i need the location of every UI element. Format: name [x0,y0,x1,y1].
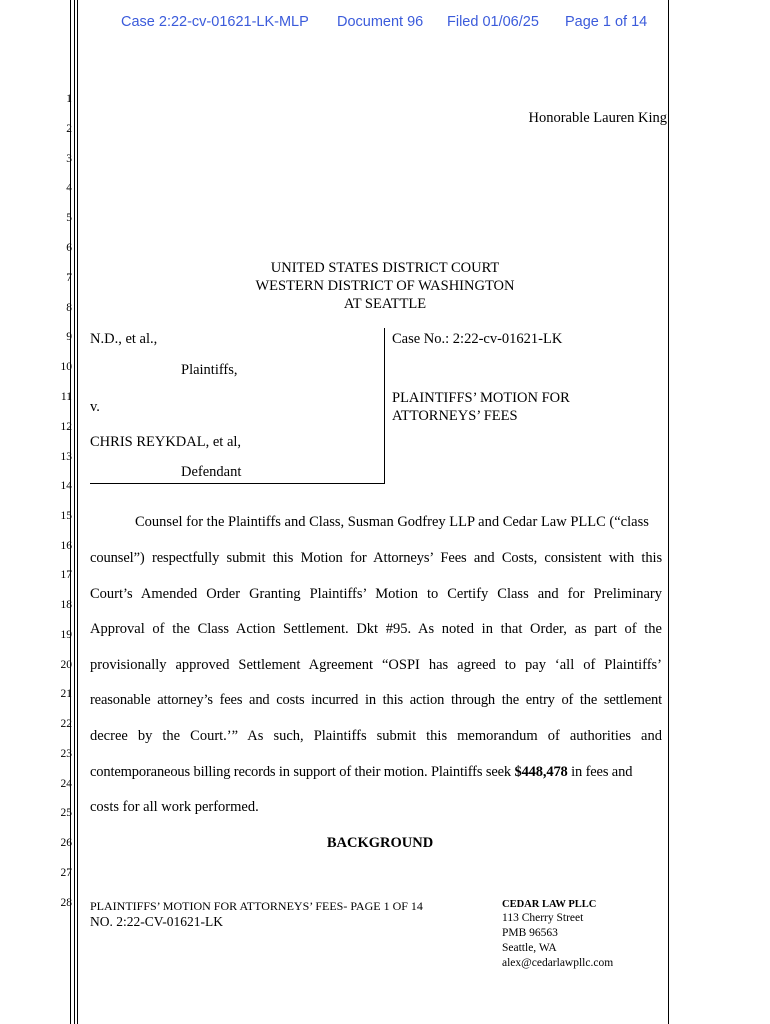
line-number: 10 [60,361,72,373]
line-number: 2 [66,123,72,135]
line-number: 13 [60,451,72,463]
body-line-6: reasonable attorney’s fees and costs incurred in this action through the entry of the settlement [90,692,662,708]
line-number: 24 [60,778,72,790]
body-line-2: counsel”) respectfully submit this Motion for Attorneys’ Fees and Costs, consistent with this [90,550,662,566]
line-number: 25 [60,807,72,819]
body-line-1: Counsel for the Plaintiffs and Class, Susman Godfrey LLP and Cedar Law PLLC (“class [135,514,649,530]
line-number: 22 [60,718,72,730]
line-number: 14 [60,480,72,492]
body-line-9: costs for all work performed. [90,799,259,815]
line-number: 6 [66,242,72,254]
footer-email: alex@cedarlawpllc.com [502,957,614,969]
body-line-5: provisionally approved Settlement Agreement “OSPI has agreed to pay ‘all of Plaintiffs’ [90,657,662,673]
left-margin-rule-third [77,0,78,1024]
line-number: 18 [60,599,72,611]
court-district: WESTERN DISTRICT OF WASHINGTON [255,278,515,294]
footer-case-number: NO. 2:22-CV-01621-LK [90,914,223,929]
caption-versus: v. [90,399,100,415]
line-number: 19 [60,629,72,641]
court-name: UNITED STATES DISTRICT COURT [270,260,500,276]
line-number: 20 [60,659,72,671]
line-number: 3 [66,153,72,165]
header-page-count: Page 1 of 14 [565,14,648,30]
caption-divider [384,328,385,484]
footer-title: PLAINTIFFS’ MOTION FOR ATTORNEYS’ FEES- PAGE 1 OF 14 [90,899,423,913]
body-line-7: decree by the Court.’” As such, Plaintiffs submit this memorandum of authorities and [90,728,662,744]
motion-title-line2: ATTORNEYS’ FEES [392,408,518,424]
header-document-number: Document 96 [337,14,424,30]
caption-defendant: CHRIS REYKDAL, et al, [90,434,242,450]
footer-address-city: Seattle, WA [502,942,557,954]
header-filed-date: Filed 01/06/25 [447,14,539,30]
judge-name: Honorable Lauren King [528,110,667,126]
court-location: AT SEATTLE [343,296,427,312]
footer-address-street: 113 Cherry Street [502,912,584,924]
line-number: 23 [60,748,72,760]
caption-plaintiff: N.D., et al., [90,331,158,347]
caption-plaintiff-role: Plaintiffs, [181,362,238,378]
line-number: 28 [60,897,72,909]
line-number: 17 [60,569,72,581]
header-case-number: Case 2:22-cv-01621-LK-MLP [121,14,309,30]
caption-defendant-role: Defendant [181,464,242,480]
line-number: 12 [60,421,72,433]
fee-amount: $448,478 [514,764,568,780]
left-margin-rule-inner [74,0,75,1024]
line-number: 27 [60,867,72,879]
line-number: 8 [66,302,72,314]
line-number: 16 [60,540,72,552]
line-number: 21 [60,688,72,700]
line-number: 26 [60,837,72,849]
line-number: 1 [66,93,72,105]
body-line-8 [90,764,662,781]
line-number: 4 [66,182,72,194]
line-number: 9 [66,331,72,343]
body-line-8-text: contemporaneous billing records in support of their motion. Plaintiffs seek [90,764,515,780]
case-number: Case No.: 2:22-cv-01621-LK [392,331,563,347]
footer-address-pmb: PMB 96563 [502,927,558,939]
section-heading: BACKGROUND [326,835,434,851]
body-line-4: Approval of the Class Action Settlement. Dkt #95. As noted in that Order, as part of the [90,621,662,637]
line-number: 7 [66,272,72,284]
caption-bottom-rule [90,483,385,484]
line-number: 15 [60,510,72,522]
line-number: 11 [60,391,72,403]
right-margin-rule [668,0,669,1024]
body-line-3: Court’s Amended Order Granting Plaintiffs’ Motion to Certify Class and for Preliminary [90,586,662,602]
body-line-8-tail: in fees and [567,764,633,780]
motion-title-line1: PLAINTIFFS’ MOTION FOR [392,390,570,406]
footer-firm-name: CEDAR LAW PLLC [502,899,597,910]
line-number: 5 [66,212,72,224]
